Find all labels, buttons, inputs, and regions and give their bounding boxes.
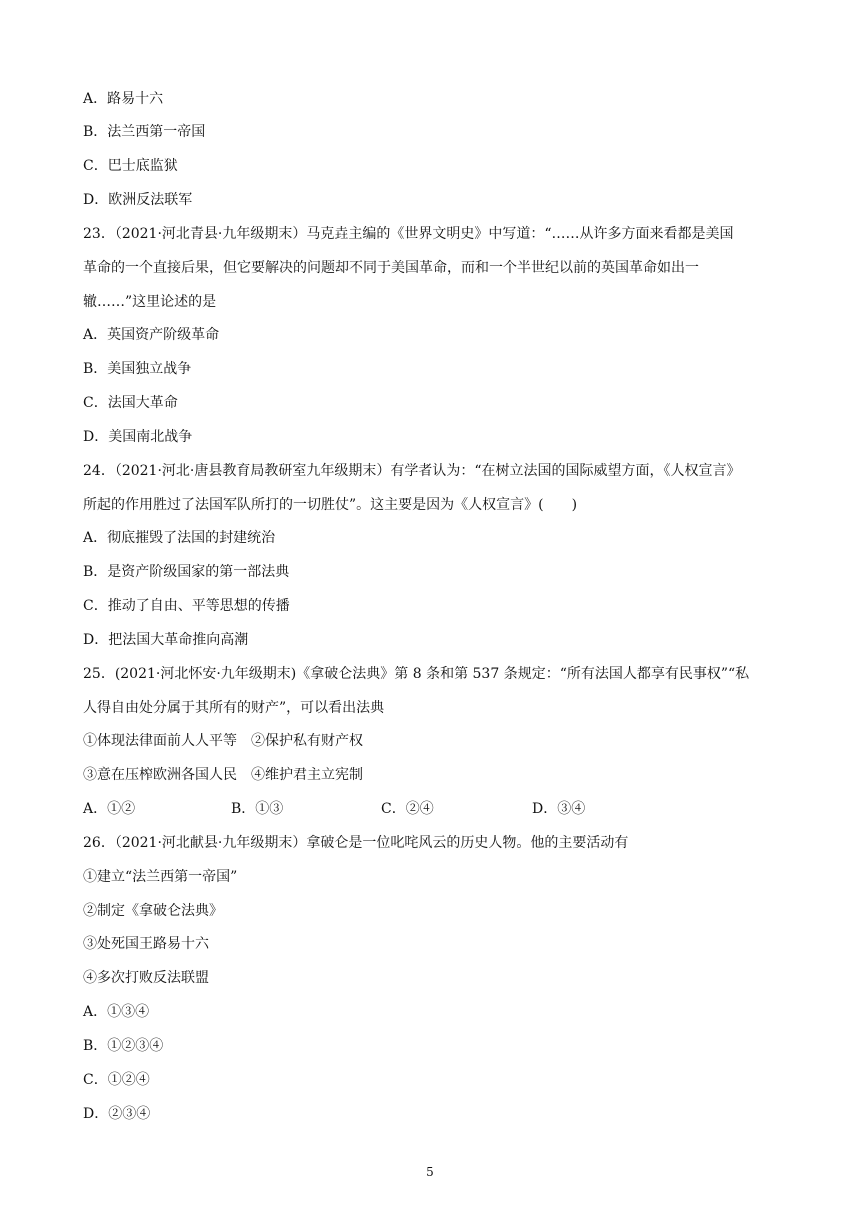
option-c: C．法国大革命	[83, 395, 178, 411]
option-d: D．美国南北战争	[83, 429, 193, 445]
option-d: D．把法国大革命推向高潮	[83, 632, 249, 648]
question-stem-line: 革命的一个直接后果，但它要解决的问题却不同于美国革命，而和一个半世纪以前的英国革命如出一	[83, 260, 699, 276]
option-c: C．①②④	[83, 1072, 150, 1088]
option-b: B．①③	[231, 801, 284, 817]
question-stem-line: 辙……”这里论述的是	[83, 294, 217, 310]
question-stem-line: 人得自由处分属于其所有的财产”，可以看出法典	[83, 700, 385, 716]
option-d: D．②③④	[83, 1106, 151, 1122]
statement-line: ③意在压榨欧洲各国人民 ④维护君主立宪制	[83, 767, 363, 783]
option-d: D．③④	[532, 801, 586, 817]
statement-line: ②制定《拿破仑法典》	[83, 903, 223, 919]
statement-line: ①建立“法兰西第一帝国”	[83, 869, 238, 885]
option-b: B．美国独立战争	[83, 361, 192, 377]
option-d: D．欧洲反法联军	[83, 192, 193, 208]
option-b: B．是资产阶级国家的第一部法典	[83, 564, 290, 580]
question-stem-line: 24．（2021·河北·唐县教育局教研室九年级期末）有学者认为：“在树立法国的国际威望方面，《人权宣言》	[83, 463, 741, 479]
option-a: A．路易十六	[83, 91, 164, 107]
statement-line: ③处死国王路易十六	[83, 936, 209, 952]
question-stem-line: 25．(2021·河北怀安·九年级期末)《拿破仑法典》第 8 条和第 537 条规定：“所有法国人都享有民事权”“私	[83, 666, 750, 682]
option-c: C．巴士底监狱	[83, 158, 178, 174]
question-stem-line: 所起的作用胜过了法国军队所打的一切胜仗”。这主要是因为《人权宣言》( )	[83, 497, 578, 513]
option-c: C．推动了自由、平等思想的传播	[83, 598, 290, 614]
option-a: A．彻底摧毁了法国的封建统治	[83, 530, 276, 546]
options-row	[83, 799, 783, 819]
option-b: B．法兰西第一帝国	[83, 124, 206, 140]
option-a: A．①②	[83, 801, 136, 817]
option-b: B．①②③④	[83, 1038, 164, 1054]
statement-line: ④多次打败反法联盟	[83, 970, 209, 986]
page-number: 5	[426, 1165, 434, 1179]
option-a: A．①③④	[83, 1004, 150, 1020]
option-a: A．英国资产阶级革命	[83, 327, 220, 343]
option-c: C．②④	[381, 801, 434, 817]
statement-line: ①体现法律面前人人平等 ②保护私有财产权	[83, 733, 363, 749]
question-stem-line: 23．（2021·河北青县·九年级期末）马克垚主编的《世界文明史》中写道：“……从许多方面来看都是美国	[83, 226, 734, 242]
question-stem-line: 26．（2021·河北献县·九年级期末）拿破仑是一位叱咤风云的历史人物。他的主要活动有	[83, 835, 629, 851]
